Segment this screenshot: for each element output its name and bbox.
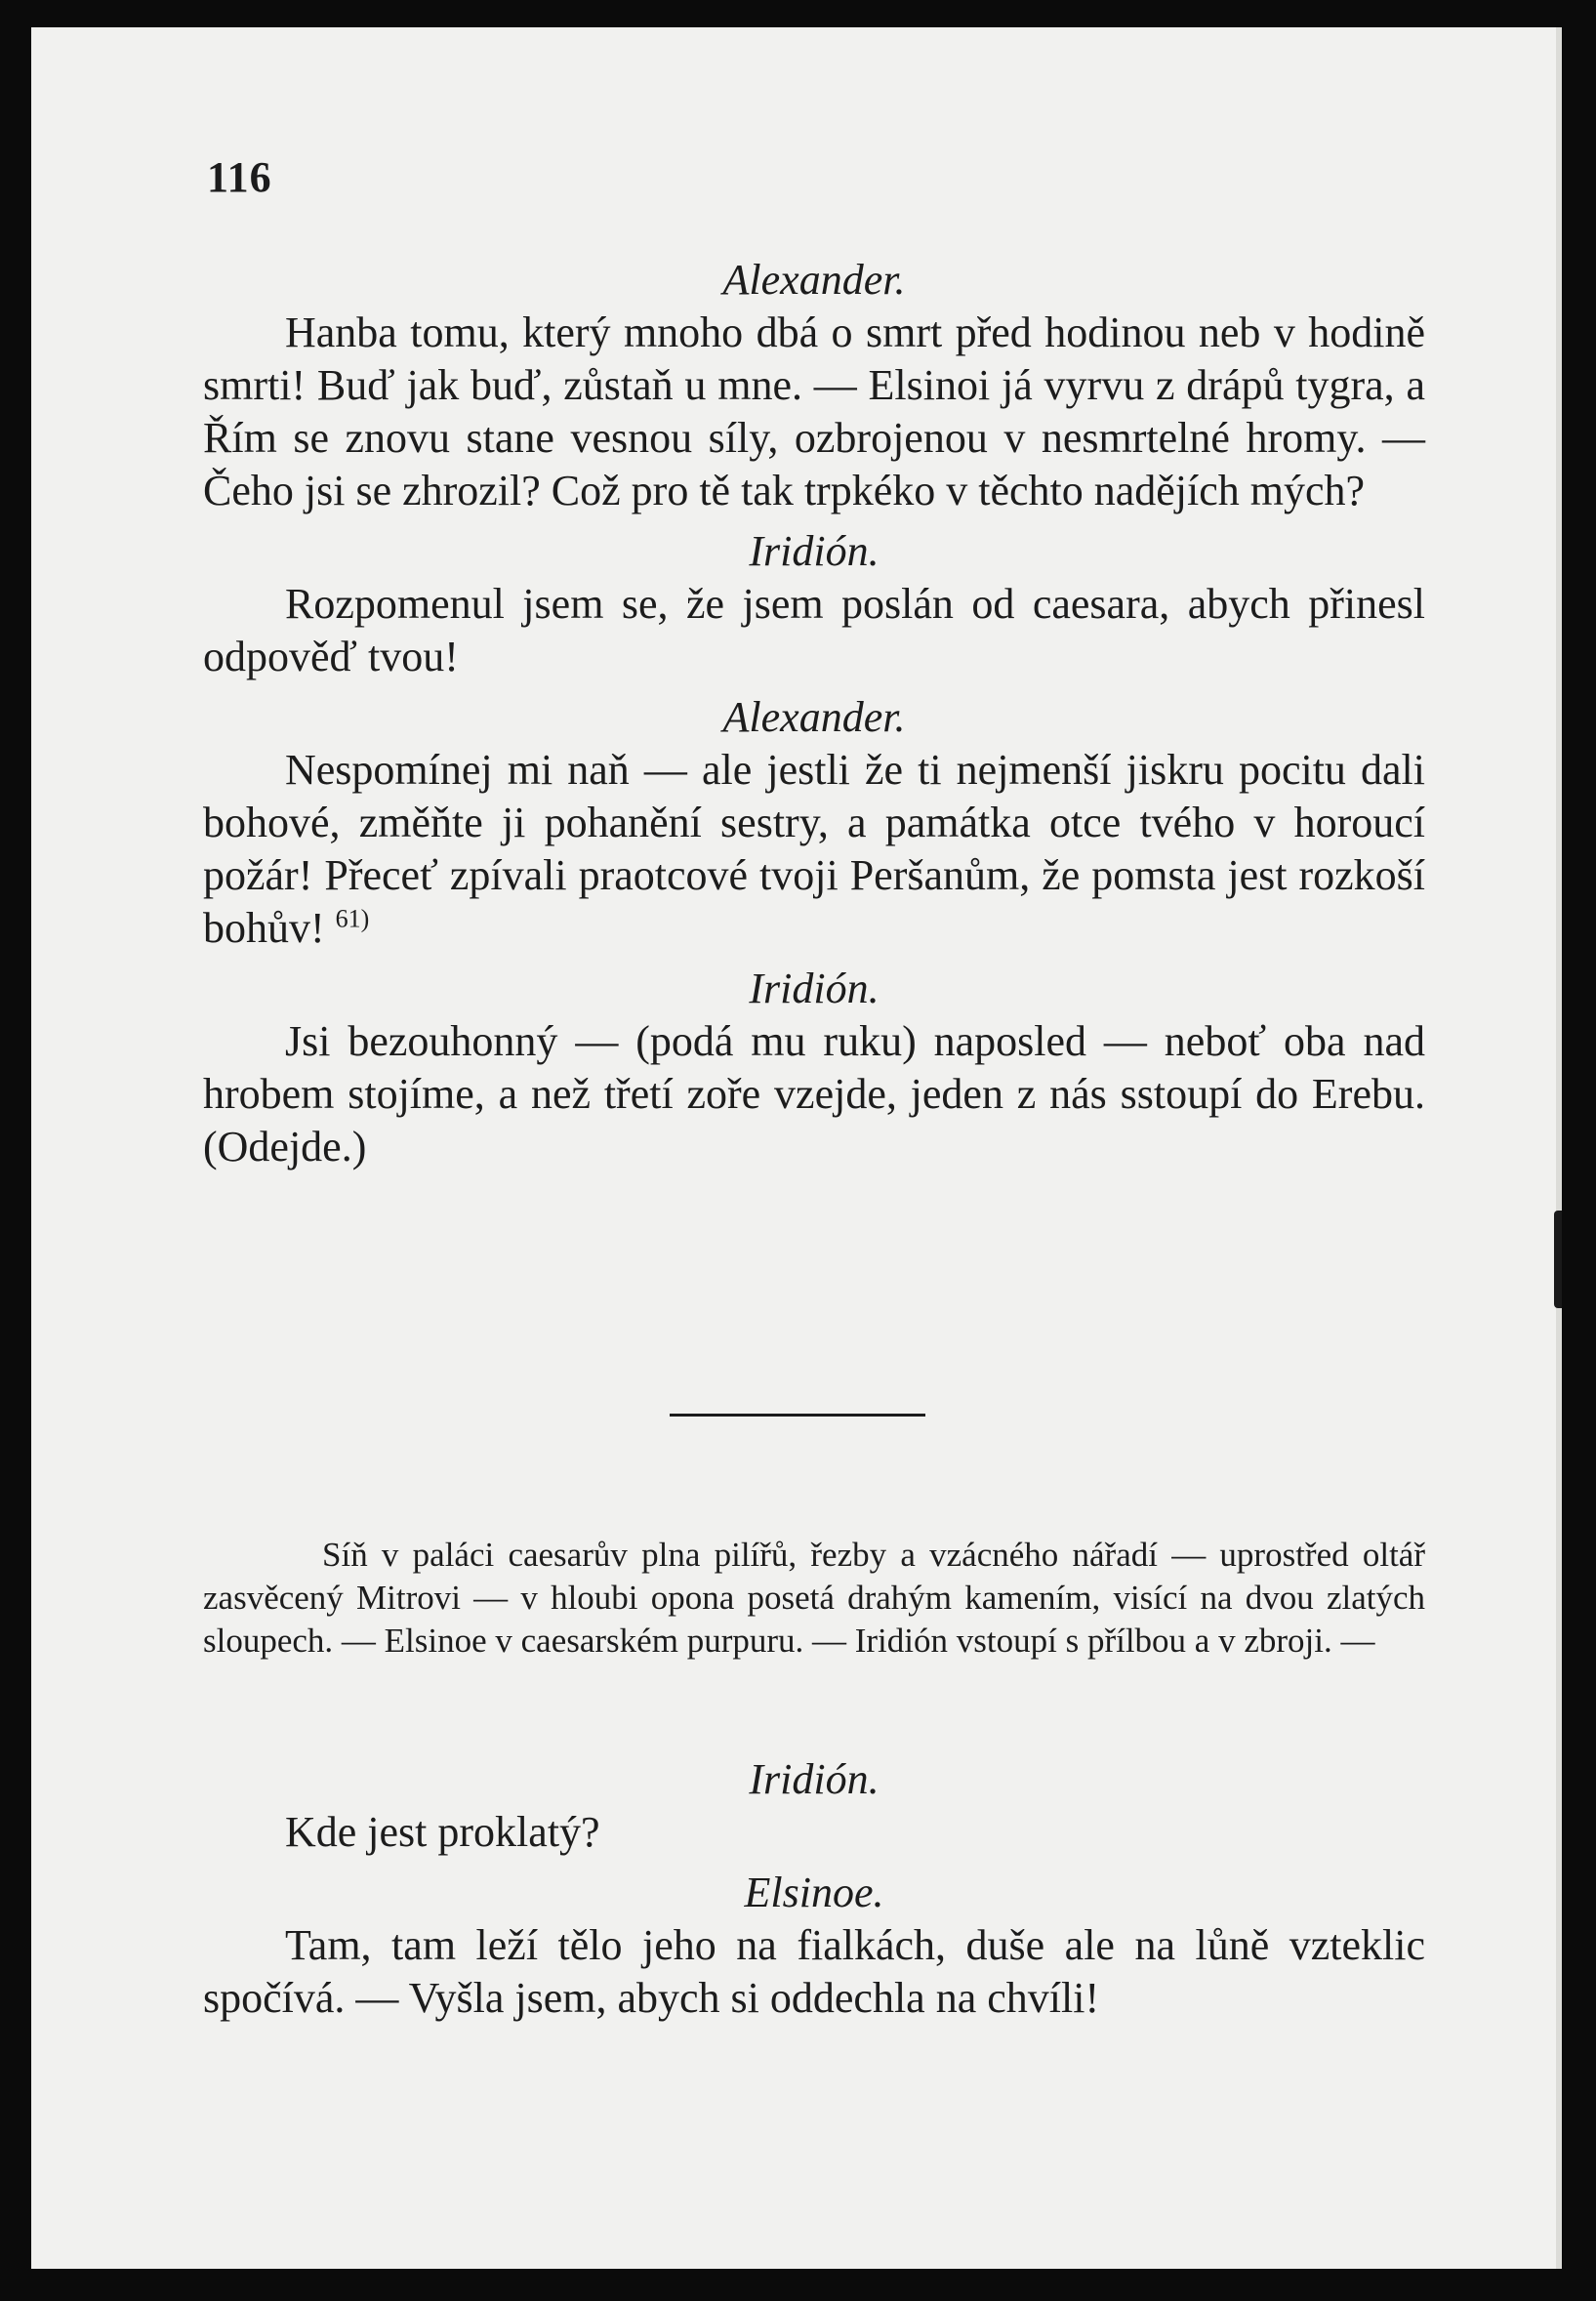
book-page bbox=[31, 27, 1562, 2269]
page-edge bbox=[1556, 27, 1562, 2269]
speaker-name: Alexander. bbox=[722, 693, 906, 741]
speaker-name: Iridión. bbox=[749, 527, 880, 575]
speech-paragraph bbox=[203, 744, 1425, 955]
speech-paragraph: Hanba tomu, který mnoho dbá o smrt před hodinou neb v hodině smrti! Buď jak buď, zůstaň u mne. — Elsinoi já vyrvu z drápů tygra, a Řím se znovu stane vesnou síly, ozbrojenou v nesmrtelné hromy. — Čeho jsi se zhrozil? Což pro tě tak trpkéko v těchto nadějích mých? bbox=[203, 308, 1425, 514]
footnote-reference: 61) bbox=[335, 904, 370, 933]
speaker-name: Elsinoe. bbox=[744, 1869, 884, 1916]
speaker-name: Alexander. bbox=[722, 256, 906, 304]
speech-paragraph: Tam, tam leží tělo jeho na fialkách, duše ale na lůně vzteklic spočívá. — Vyšla jsem, abych si oddechla na chvíli! bbox=[203, 1921, 1425, 2022]
speech-paragraph: Jsi bezouhonný — (podá mu ruku) naposled — neboť oba nad hrobem stojíme, a než třetí zoře vzejde, jeden z nás sstoupí do Erebu. (Odejde.) bbox=[203, 1017, 1425, 1171]
speech-text: Nespomínej mi naň — ale jestli že ti nejmenší jiskru pocitu dali bohové, změňte ji pohanění sestry, a památka otce tvého v horoucí požár! Přeceť zpívali praotcové tvoji Peršanům, že pomsta jest rozkoší bohův! bbox=[203, 746, 1425, 952]
stage-direction: Síň v paláci caesarův plna pilířů, řezby a vzácného nářadí — uprostřed oltář zasvěcený Mitrovi — v hloubi opona posetá drahým kamením, visící na dvou zlatých sloupech. — Elsinoe v caesarském purpuru. — Iridión vstoupí s přílbou a v zbroji. — bbox=[203, 1536, 1425, 1660]
speech-paragraph: Kde jest proklatý? bbox=[285, 1808, 600, 1856]
speech-paragraph: Rozpomenul jsem se, že jsem poslán od caesara, abych přinesl odpověď tvou! bbox=[203, 580, 1425, 680]
scene-divider bbox=[670, 1414, 925, 1417]
speaker-name: Iridión. bbox=[749, 965, 880, 1012]
scene-1-dialogue bbox=[203, 254, 1425, 1173]
scene-2-dialogue bbox=[203, 1753, 1425, 2025]
speaker-name: Iridión. bbox=[749, 1755, 880, 1803]
page-number: 116 bbox=[207, 153, 272, 201]
binding-mark bbox=[1554, 1211, 1562, 1308]
